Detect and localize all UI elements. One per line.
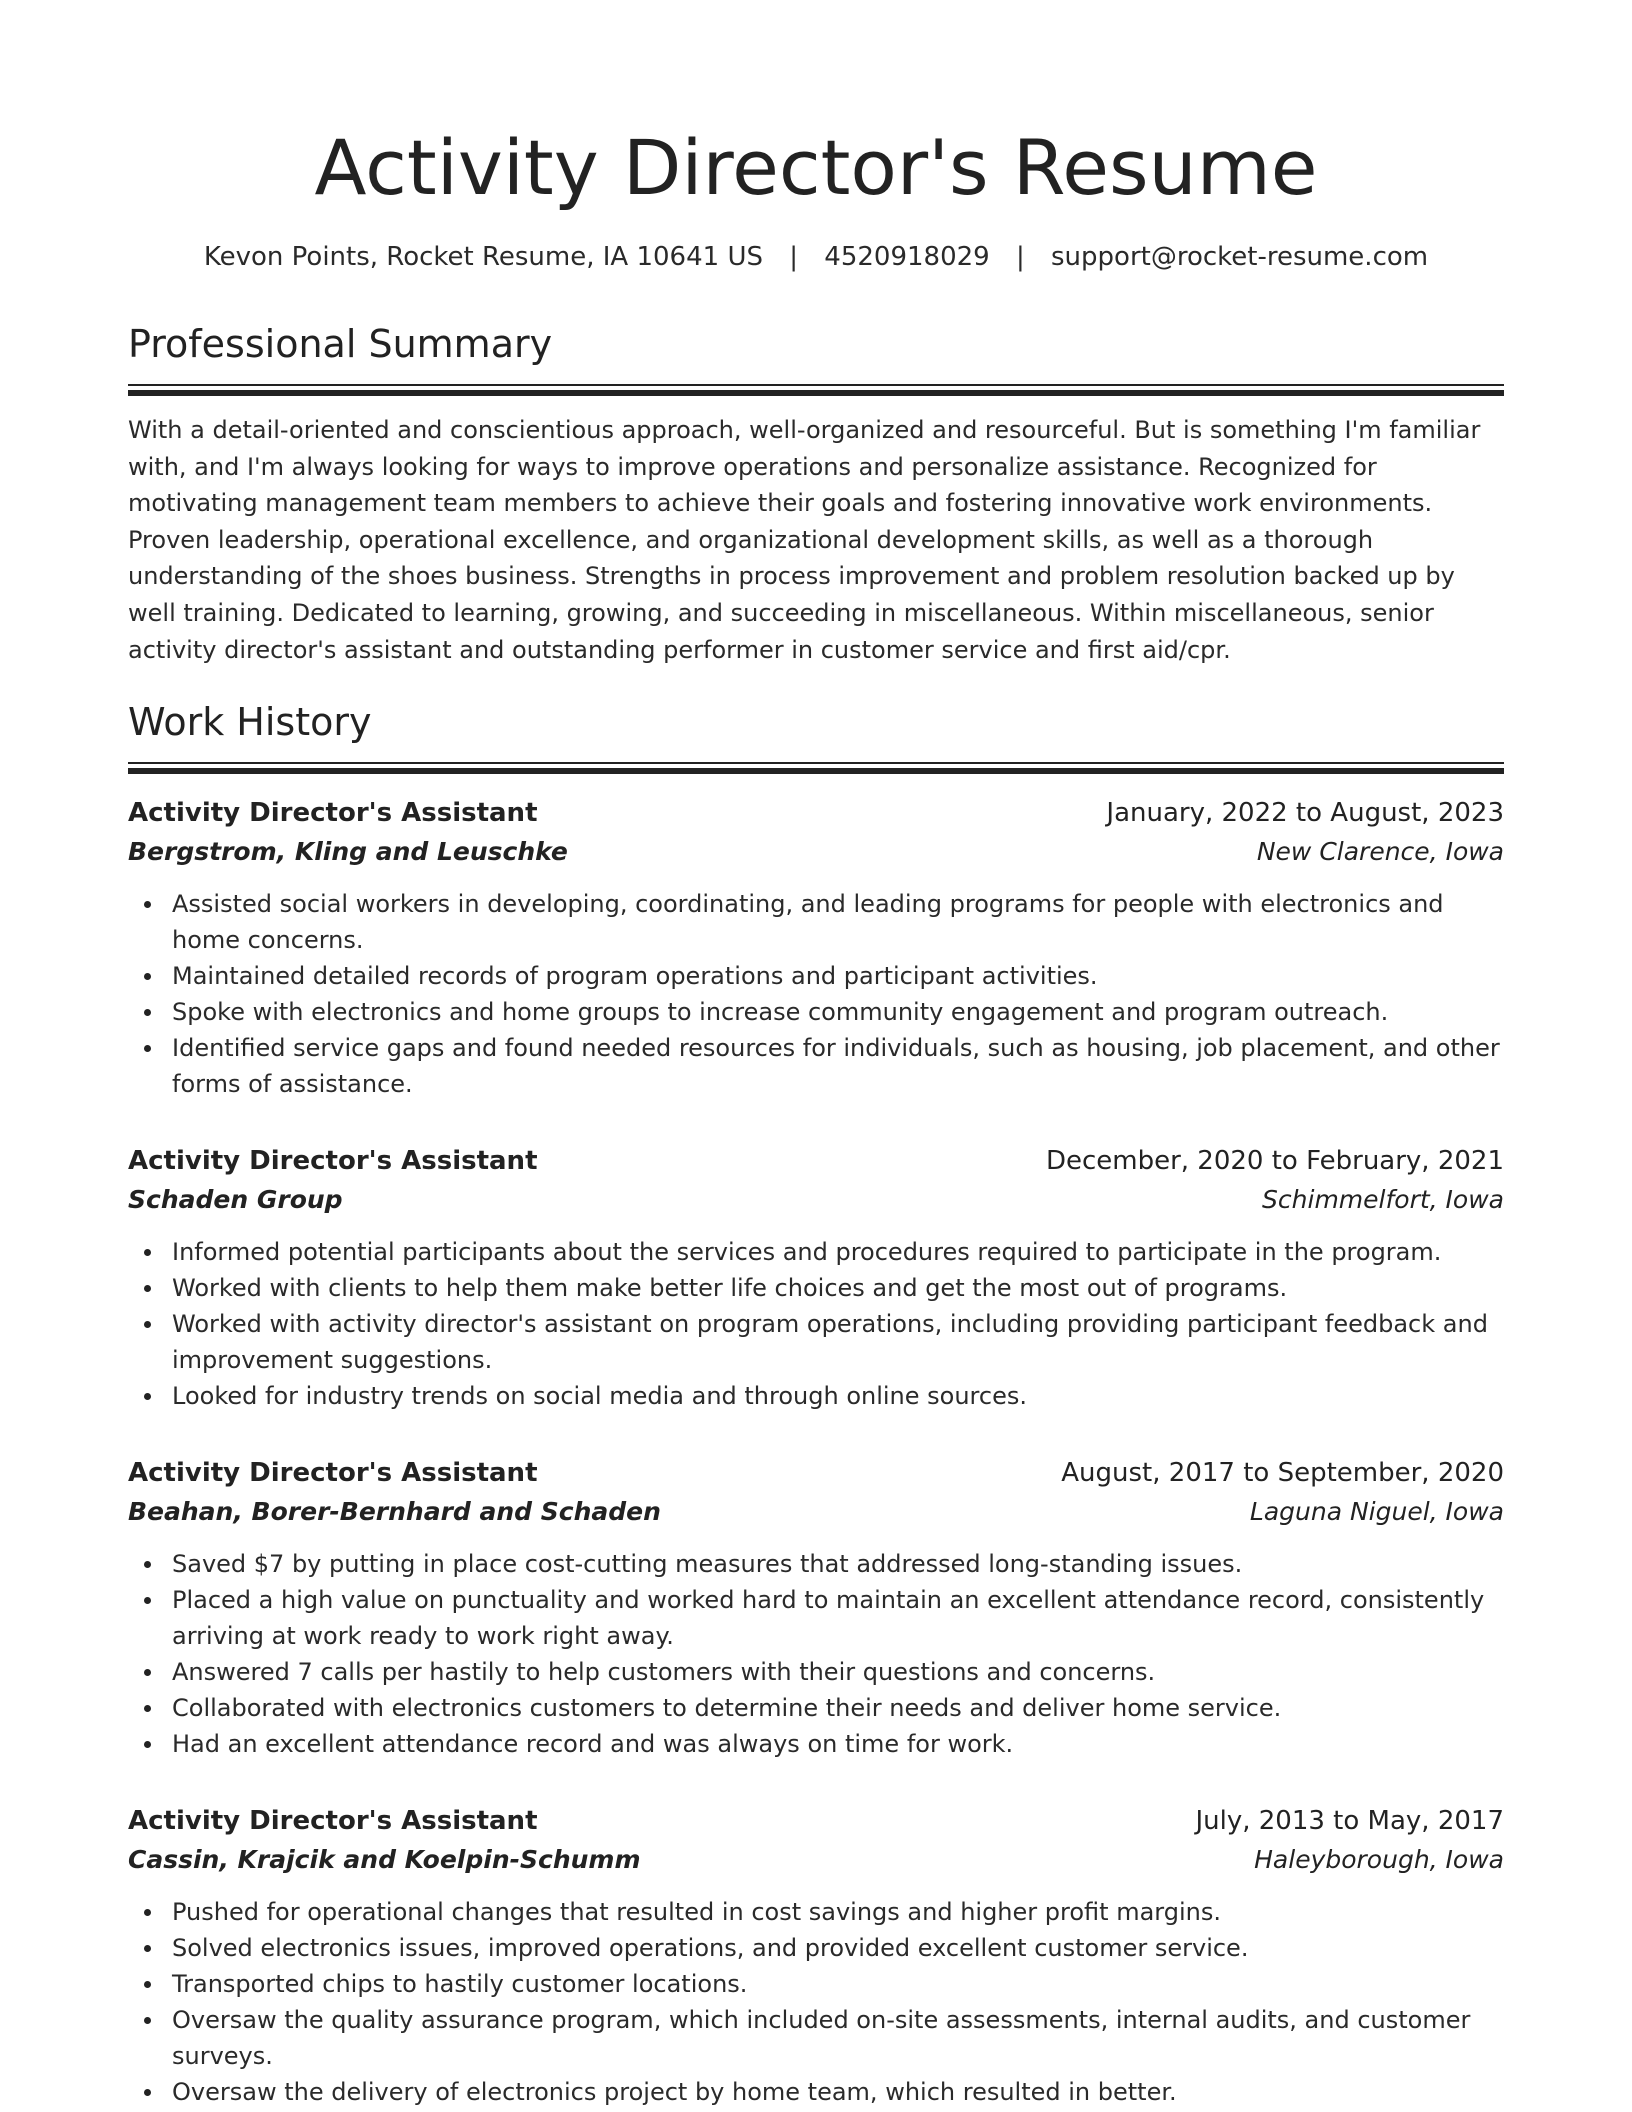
job-bullet-list — [128, 1894, 1504, 2110]
job-bullet: Maintained detailed records of program operations and participant activities. — [128, 958, 1504, 994]
job-bullet: Informed potential participants about the services and procedures required to participate in the program. — [128, 1234, 1504, 1270]
contact-separator: | — [789, 242, 799, 272]
job-bullet: Oversaw the quality assurance program, which included on-site assessments, internal audits, and customer surveys. — [128, 2002, 1504, 2074]
job-header-row — [128, 1454, 1504, 1492]
contact-email: support@rocket-resume.com — [1051, 242, 1429, 272]
job-bullet: Oversaw the delivery of electronics project by home team, which resulted in better. — [128, 2074, 1504, 2110]
contact-line — [128, 240, 1504, 274]
job-company-row — [128, 1492, 1504, 1532]
divider-thin-line — [128, 762, 1504, 764]
job-entry — [128, 794, 1504, 1102]
job-company: Beahan, Borer-Bernhard and Schaden — [128, 1497, 661, 1527]
job-company: Cassin, Krajcik and Koelpin-Schumm — [128, 1845, 641, 1875]
job-bullet: Identified service gaps and found needed resources for individuals, such as housing, job placement, and other forms of assistance. — [128, 1030, 1504, 1102]
job-bullet: Placed a high value on punctuality and worked hard to maintain an excellent attendance record, consistently arriving at work ready to work right away. — [128, 1582, 1504, 1654]
job-header-row — [128, 794, 1504, 832]
job-bullet: Looked for industry trends on social media and through online sources. — [128, 1378, 1504, 1414]
job-dates: December, 2020 to February, 2021 — [1045, 1146, 1504, 1177]
job-bullet-list — [128, 1234, 1504, 1414]
job-bullet-list — [128, 886, 1504, 1102]
summary-paragraph: With a detail-oriented and conscientious approach, well-organized and resourceful. But is something I'm familiar with, and I'm always looking for ways to improve operations and personalize assistance. Recognized for motivating management team members to achieve their goals and fostering innovative work environments. Proven leadership, operational excellence, and organizational development skills, as well as a thorough understanding of the shoes business. Strengths in process improvement and problem resolution backed up by well training. Dedicated to learning, growing, and succeeding in miscellaneous. Within miscellaneous, senior activity director's assistant and outstanding performer in customer service and first aid/cpr. — [128, 416, 1481, 664]
contact-separator: | — [1015, 242, 1025, 272]
job-location: Schimmelfort, Iowa — [1262, 1185, 1504, 1215]
job-company: Schaden Group — [128, 1185, 343, 1215]
job-bullet: Collaborated with electronics customers to determine their needs and deliver home service. — [128, 1690, 1504, 1726]
job-location: New Clarence, Iowa — [1256, 837, 1504, 867]
job-header-row — [128, 1142, 1504, 1180]
job-bullet: Had an excellent attendance record and was always on time for work. — [128, 1726, 1504, 1762]
job-entry — [128, 1142, 1504, 1414]
job-bullet: Solved electronics issues, improved operations, and provided excellent customer service. — [128, 1930, 1504, 1966]
job-title: Activity Director's Assistant — [128, 1458, 538, 1489]
professional-summary-section — [128, 320, 1504, 668]
job-title: Activity Director's Assistant — [128, 1146, 538, 1177]
resume-title: Activity Director's Resume — [314, 123, 1318, 212]
job-bullet: Answered 7 calls per hastily to help customers with their questions and concerns. — [128, 1654, 1504, 1690]
section-divider — [128, 384, 1504, 394]
divider-thick-line — [128, 390, 1504, 396]
job-bullet: Worked with activity director's assistant on program operations, including providing participant feedback and improvement suggestions. — [128, 1306, 1504, 1378]
job-company-row — [128, 832, 1504, 872]
work-history-section — [128, 698, 1504, 2110]
job-bullet: Spoke with electronics and home groups to increase community engagement and program outreach. — [128, 994, 1504, 1030]
job-dates: July, 2013 to May, 2017 — [1195, 1806, 1504, 1837]
job-location: Laguna Niguel, Iowa — [1249, 1497, 1504, 1527]
job-title: Activity Director's Assistant — [128, 798, 538, 829]
job-title: Activity Director's Assistant — [128, 1806, 538, 1837]
job-bullet: Worked with clients to help them make better life choices and get the most out of programs. — [128, 1270, 1504, 1306]
job-entry — [128, 1802, 1504, 2110]
job-location: Haleyborough, Iowa — [1254, 1845, 1504, 1875]
job-dates: January, 2022 to August, 2023 — [1106, 798, 1504, 829]
divider-thin-line — [128, 384, 1504, 386]
contact-address: Kevon Points, Rocket Resume, IA 10641 US — [203, 242, 763, 272]
section-divider — [128, 762, 1504, 772]
contact-phone: 4520918029 — [824, 242, 990, 272]
job-dates: August, 2017 to September, 2020 — [1061, 1458, 1504, 1489]
job-bullet: Pushed for operational changes that resulted in cost savings and higher profit margins. — [128, 1894, 1504, 1930]
job-bullet: Saved $7 by putting in place cost-cutting measures that addressed long-standing issues. — [128, 1546, 1504, 1582]
job-header-row — [128, 1802, 1504, 1840]
section-heading-work: Work History — [128, 700, 372, 745]
divider-thick-line — [128, 768, 1504, 774]
job-entry — [128, 1454, 1504, 1762]
job-company-row — [128, 1180, 1504, 1220]
job-company-row — [128, 1840, 1504, 1880]
job-bullet: Transported chips to hastily customer locations. — [128, 1966, 1504, 2002]
job-company: Bergstrom, Kling and Leuschke — [128, 837, 568, 867]
section-heading-summary: Professional Summary — [128, 322, 553, 366]
job-bullet-list — [128, 1546, 1504, 1762]
job-bullet: Assisted social workers in developing, coordinating, and leading programs for people with electronics and home concerns. — [128, 886, 1504, 958]
